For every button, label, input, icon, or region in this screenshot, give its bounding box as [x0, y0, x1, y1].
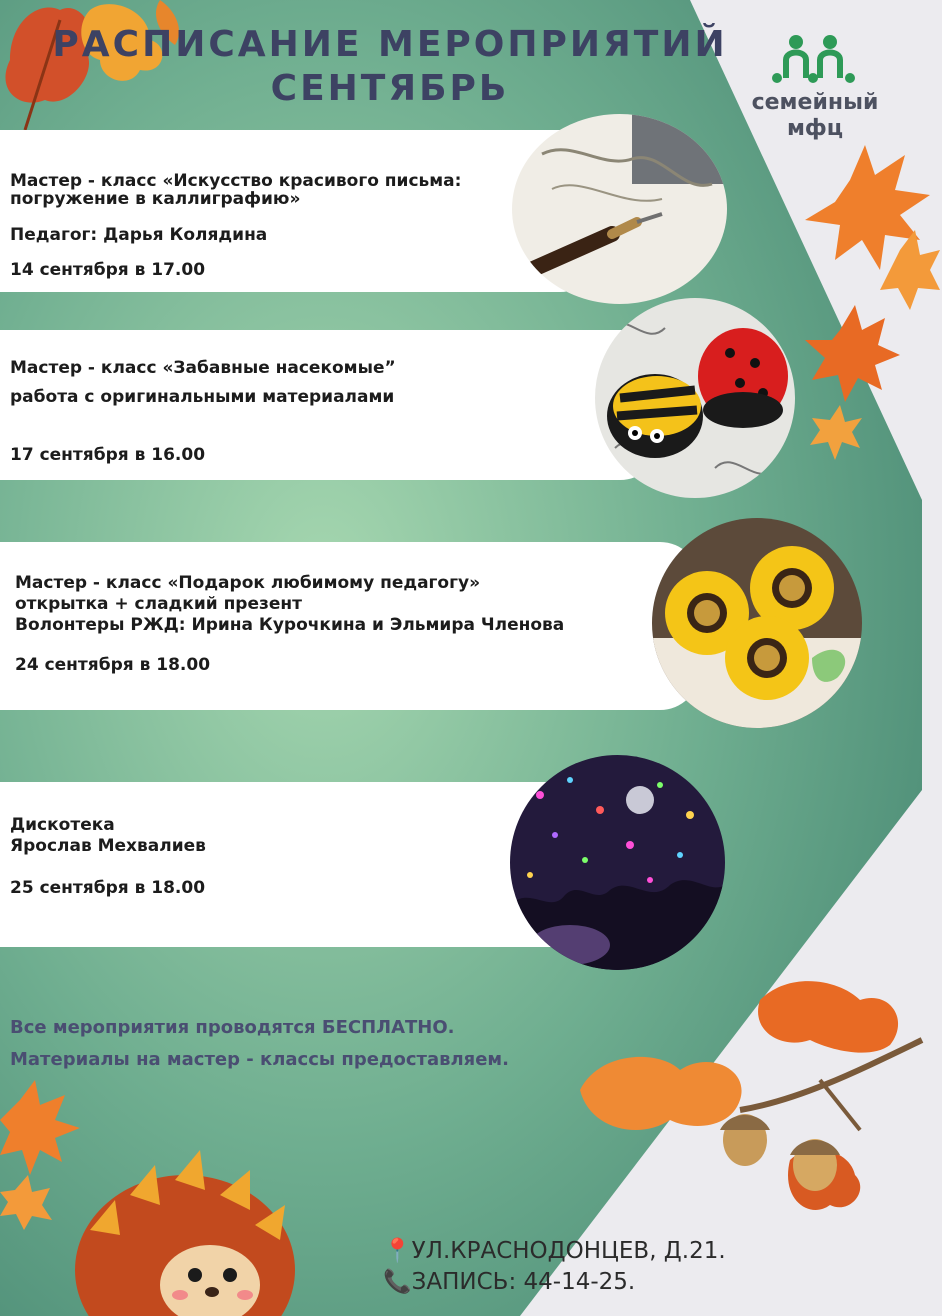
event-3-volunteers: Волонтеры РЖД: Ирина Курочкина и Эльмира Членова	[15, 615, 565, 635]
event-4-date: 25 сентября в 18.00	[10, 878, 206, 898]
oak-branch-acorns	[560, 960, 942, 1240]
event-3-title: Мастер - класс «Подарок любимому педагогу»	[15, 573, 481, 593]
calligraphy-photo	[512, 114, 727, 304]
hedgehog-illustration	[60, 1140, 310, 1316]
materials-note: Материалы на мастер - классы предоставляем.	[10, 1049, 509, 1070]
event-2-date: 17 сентября в 16.00	[10, 445, 206, 465]
page-title-line2: СЕНТЯБРЬ	[270, 68, 510, 109]
event-3-date: 24 сентября в 18.00	[15, 655, 211, 675]
ladybug-bee-photo	[595, 298, 795, 498]
pin-icon: 📍	[383, 1238, 412, 1264]
event-1-date: 14 сентября в 17.00	[10, 260, 206, 280]
page-title-line1: РАСПИСАНИЕ МЕРОПРИЯТИЙ	[52, 24, 728, 65]
event-1-title: Мастер - класс «Искусство красивого письма:	[10, 171, 462, 191]
event-4-title: Дискотека	[10, 815, 115, 835]
event-4-host: Ярослав Мехвалиев	[10, 836, 206, 856]
phone-line	[383, 1268, 635, 1295]
logo-text-line2: мфц	[786, 116, 844, 141]
family-mfc-logo	[740, 30, 890, 150]
sunflower-candy-photo	[652, 518, 862, 728]
disco-photo	[510, 755, 725, 970]
family-logo-icon	[772, 30, 858, 84]
event-2-title: Мастер - класс «Забавные насекомые”	[10, 358, 396, 378]
free-events-note: Все мероприятия проводятся БЕСПЛАТНО.	[10, 1017, 455, 1038]
autumn-leaves-right	[790, 140, 942, 480]
address-text: УЛ.КРАСНОДОНЦЕВ, Д.21.	[411, 1238, 726, 1264]
phone-text: ЗАПИСЬ: 44-14-25.	[411, 1269, 636, 1295]
logo-text-line1: семейный	[751, 90, 879, 115]
event-2-subtitle: работа с оригинальными материалами	[10, 387, 395, 407]
phone-icon: 📞	[383, 1269, 412, 1295]
event-3-subtitle: открытка + сладкий презент	[15, 594, 303, 614]
event-1-teacher: Педагог: Дарья Колядина	[10, 225, 268, 245]
event-1-subtitle: погружение в каллиграфию»	[10, 189, 301, 209]
address-line	[383, 1237, 726, 1264]
